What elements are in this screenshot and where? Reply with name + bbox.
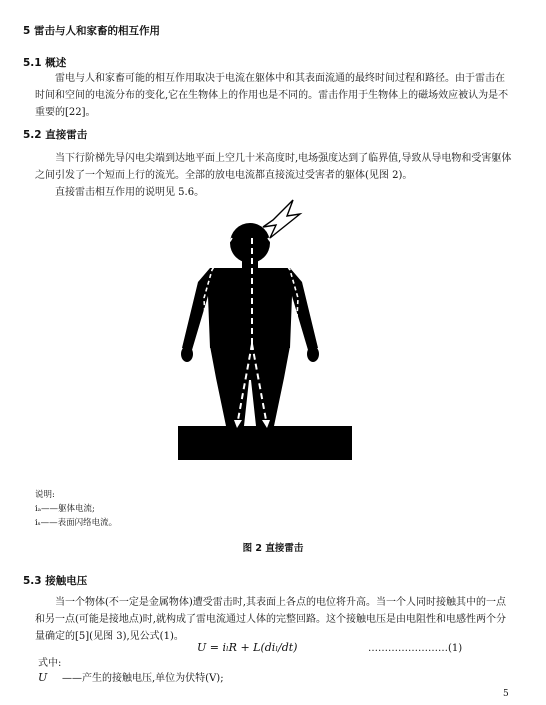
lightning-bolt-icon: [263, 200, 300, 238]
subsection-heading-5-1: 5.1 概述: [23, 57, 67, 69]
legend-line-2: iₛ——表面闪络电流。: [35, 518, 118, 528]
surface-current-label: iₛ: [285, 342, 290, 350]
legend-title: 说明:: [35, 490, 55, 500]
figure-caption: 图 2 直接雷击: [242, 543, 304, 554]
formula: U = iₗR + L(diₗ/dt): [197, 641, 298, 654]
paragraph-5-1: 雷电与人和家畜可能的相互作用取决于电流在躯体中和其表面流通的最终时间过程和路径。由于雷击在时间和空间的电流分布的变化,它在生物体上的作用也是不同的。雷击作用于生物体上的磁场效应被认为是不重要的[22]。: [35, 73, 509, 118]
where-label: 式中:: [38, 658, 62, 669]
def-symbol: U: [38, 671, 48, 684]
paragraph-5-3: 当一个物体(不一定是金属物体)遭受雷击时,其表面上各点的电位将升高。当一个人同时接触其中的一点和另一点(可能是接地点)时,就构成了雷电流通过人体的完整回路。这个接触电压是由电阻性和电感性两个分量确定的[5](见图 3),见公式(1)。: [35, 597, 506, 642]
formula-number: ……………………(1): [368, 643, 463, 654]
def-text: ——产生的接触电压,单位为伏特(V);: [62, 673, 224, 684]
page-number: 5: [503, 689, 509, 699]
subsection-heading-5-3: 5.3 接触电压: [23, 575, 88, 587]
paragraph-5-2: 当下行阶梯先导闪电尖端到达地平面上空几十米高度时,电场强度达到了临界值,导致从导电物和受害躯体之间引发了一个短而上行的流光。全部的放电电流都直接流过受害者的躯体(见图 2)。: [35, 153, 512, 181]
subsection-heading-5-2: 5.2 直接雷击: [23, 129, 88, 141]
legend-line-1: iₐ——躯体电流;: [35, 504, 95, 514]
ground-block: [178, 426, 352, 460]
section-heading: 5 雷击与人和家畜的相互作用: [23, 25, 160, 37]
head: [230, 223, 270, 263]
paragraph-5-2-ref: 直接雷击相互作用的说明见 5.6。: [55, 187, 205, 198]
figure-2-illustration: [150, 198, 410, 468]
